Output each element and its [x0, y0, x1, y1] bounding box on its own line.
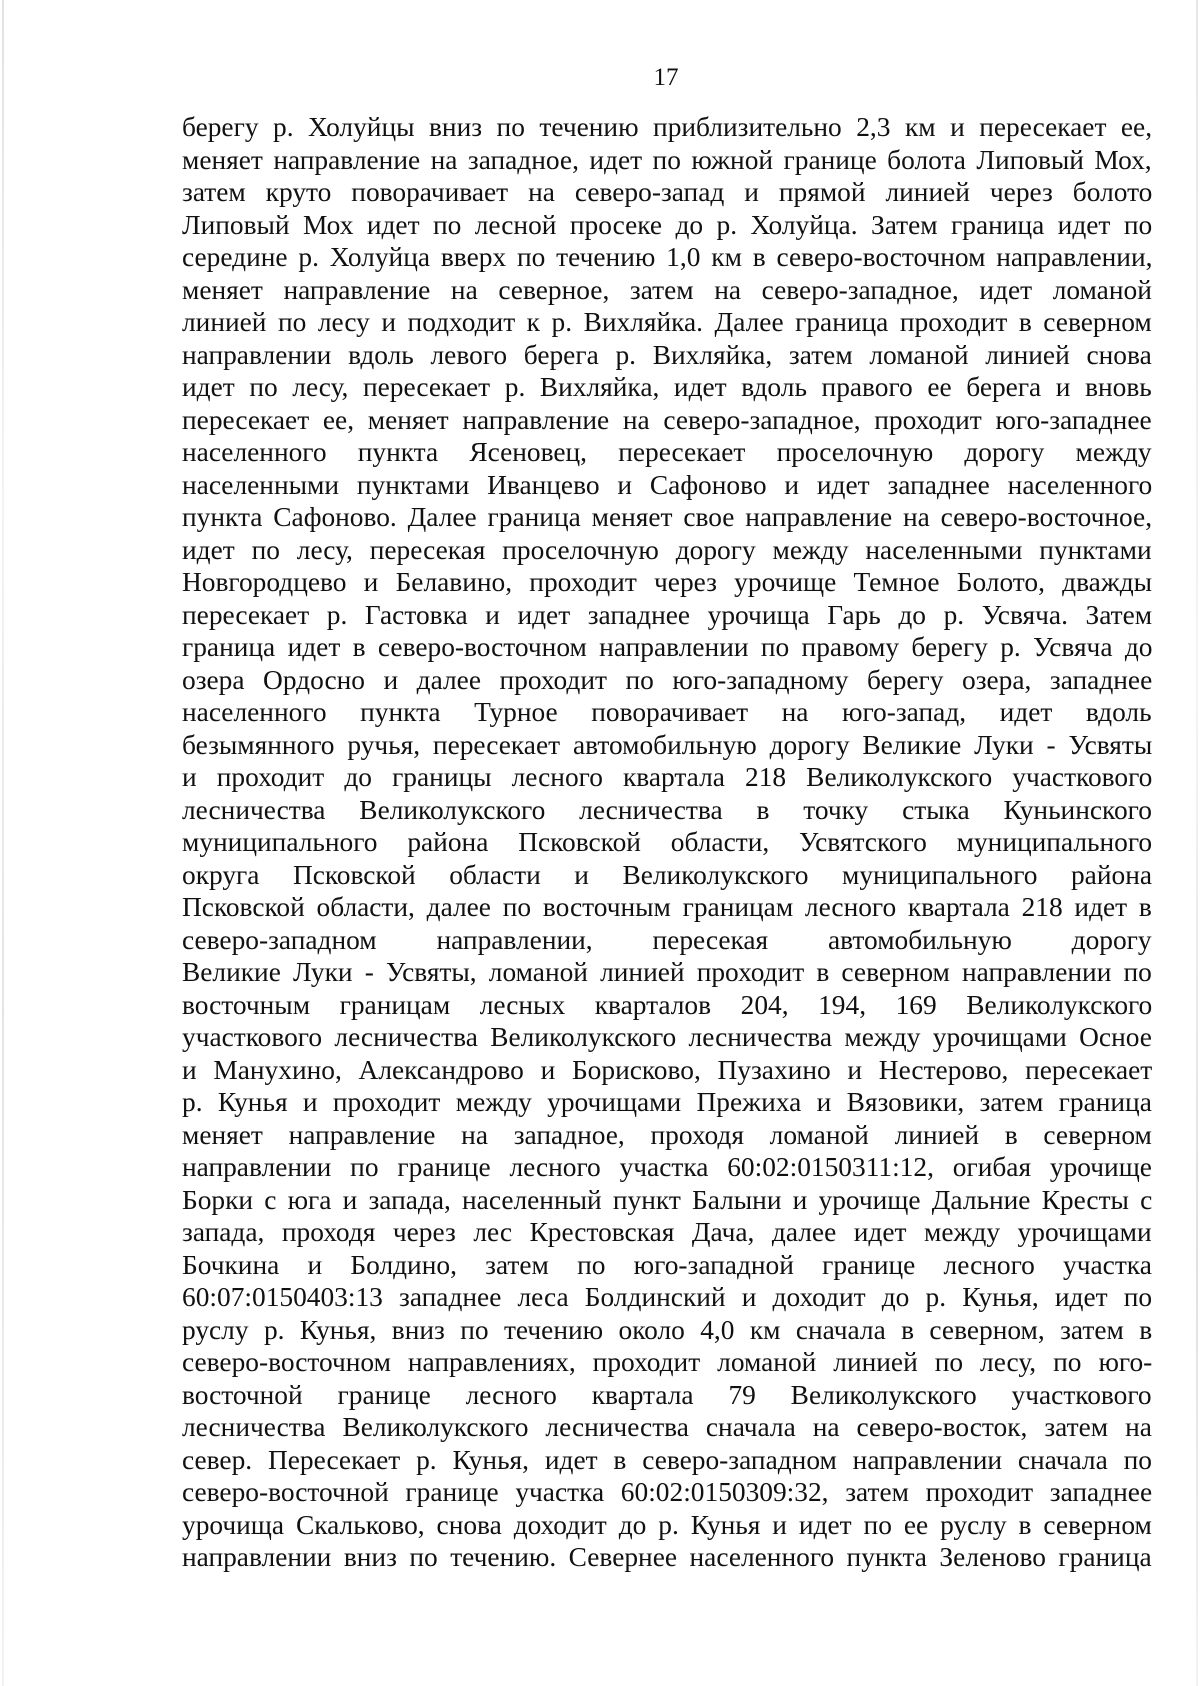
text-line: округа Псковской области и Великолукского муниципального района [182, 859, 1153, 890]
text-line: урочища Скальково, снова доходит до р. Кунья и идет по ее руслу в северном [182, 1509, 1152, 1540]
text-line: озера Ордосно и далее проходит по юго-западному берегу озера, западнее [182, 664, 1153, 695]
text-line: и Манухино, Александрово и Борисково, Пузахино и Нестерово, пересекает [182, 1054, 1153, 1085]
body-text [182, 111, 1152, 1574]
text-line: меняет направление на западное, проходя ломаной линией в северном [182, 1119, 1152, 1150]
scan-edge-right [1196, 0, 1198, 1686]
text-line: безымянного ручья, пересекает автомобильную дорогу Великие Луки - Усвяты [182, 729, 1153, 760]
text-line: участкового лесничества Великолукского лесничества между урочищами Осное [182, 1022, 1152, 1052]
text-line: муниципального района Псковской области, Усвятского муниципального [182, 827, 1153, 857]
text-line: север. Пересекает р. Кунья, идет в северо-западном направлении сначала по [182, 1444, 1152, 1475]
text-line: берегу р. Холуйцы вниз по течению приблизительно 2,3 км и пересекает ее, [182, 112, 1153, 142]
text-line: пересекает ее, меняет направление на северо-западное, проходит юго-западнее [182, 404, 1152, 435]
text-line: граница идет в северо-восточном направлении по правому берегу р. Усвяча до [182, 632, 1153, 662]
text-line: Бочкина и Болдино, затем по юго-западной границе лесного участка [182, 1249, 1152, 1280]
text-line: северо-западном направлении, пересекая автомобильную дорогу [182, 924, 1152, 955]
text-line: восточным границам лесных кварталов 204, 194, 169 Великолукского [182, 989, 1153, 1020]
text-line: восточной границе лесного квартала 79 Великолукского участкового [182, 1379, 1152, 1410]
text-line: лесничества Великолукского лесничества в точку стыка Куньинского [182, 794, 1152, 825]
text-line: запада, проходя через лес Крестовская Дача, далее идет между урочищами [182, 1217, 1152, 1247]
text-line: направлении вниз по течению. Севернее населенного пункта Зеленово граница [182, 1542, 1152, 1572]
text-line: северо-восточной границе участка 60:02:0150309:32, затем проходит западнее [182, 1477, 1153, 1507]
text-line: направлении вдоль левого берега р. Вихляйка, затем ломаной линией снова [182, 339, 1152, 370]
text-line: пункта Сафоново. Далее граница меняет свое направление на северо-восточное, [182, 502, 1153, 532]
text-line: населенными пунктами Иванцево и Сафоново и идет западнее населенного [182, 469, 1153, 500]
text-line: Борки с юга и запада, населенный пункт Балыни и урочище Дальние Кресты с [182, 1184, 1153, 1215]
text-line: северо-восточном направлениях, проходит ломаной линией по лесу, по юго- [182, 1347, 1153, 1377]
text-line: лесничества Великолукского лесничества сначала на северо-восток, затем на [182, 1412, 1152, 1442]
text-line: меняет направление на северное, затем на северо-западное, идет ломаной [182, 274, 1152, 305]
page-number: 17 [653, 64, 679, 91]
text-line: населенного пункта Турное поворачивает на юго-запад, идет вдоль [182, 697, 1152, 727]
text-line: Псковской области, далее по восточным границам лесного квартала 218 идет в [182, 892, 1152, 922]
text-line: Новгородцево и Белавино, проходит через урочище Темное Болото, дважды [182, 567, 1153, 597]
text-line: и проходит до границы лесного квартала 218 Великолукского участкового [182, 762, 1153, 792]
text-line: линией по лесу и подходит к р. Вихляйка. Далее граница проходит в северном [182, 307, 1152, 337]
text-line: населенного пункта Ясеновец, пересекает проселочную дорогу между [182, 437, 1152, 467]
text-line: направлении по границе лесного участка 60:02:0150311:12, огибая урочище [182, 1152, 1152, 1182]
text-line: руслу р. Кунья, вниз по течению около 4,0 км сначала в северном, затем в [182, 1314, 1153, 1345]
text-line: Великие Луки - Усвяты, ломаной линией проходит в северном направлении по [182, 957, 1152, 987]
text-line: меняет направление на западное, идет по южной границе болота Липовый Мох, [182, 144, 1152, 175]
text-line: затем круто поворачивает на северо-запад и прямой линией через болото [182, 177, 1153, 207]
text-line: идет по лесу, пересекая проселочную дорогу между населенными пунктами [182, 534, 1152, 565]
text-line: р. Кунья и проходит между урочищами Прежиха и Вязовики, затем граница [182, 1087, 1152, 1117]
scan-edge-left [2, 0, 4, 1686]
text-line: 60:07:0150403:13 западнее леса Болдинский и доходит до р. Кунья, идет по [182, 1282, 1153, 1312]
text-line: пересекает р. Гастовка и идет западнее урочища Гарь до р. Усвяча. Затем [182, 599, 1153, 630]
text-line: Липовый Мох идет по лесной просеке до р. Холуйца. Затем граница идет по [182, 209, 1153, 240]
text-line: середине р. Холуйца вверх по течению 1,0 км в северо-восточном направлении, [182, 242, 1153, 272]
text-line: идет по лесу, пересекает р. Вихляйка, идет вдоль правого ее берега и вновь [182, 372, 1152, 402]
